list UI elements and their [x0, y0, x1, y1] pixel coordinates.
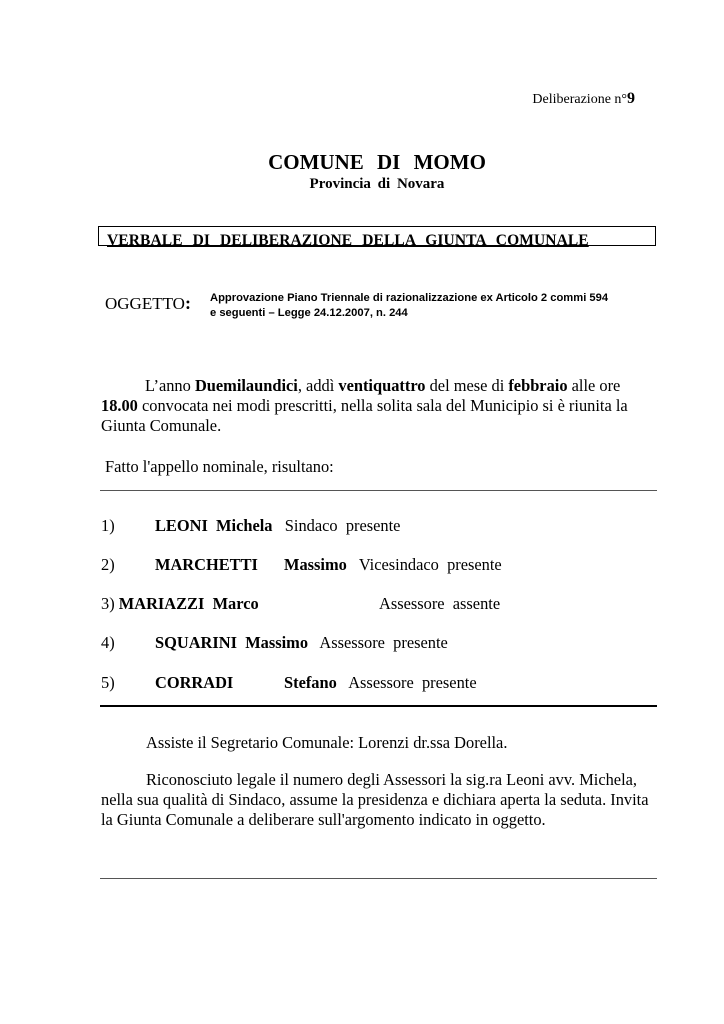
- opening-t1: L’anno: [145, 376, 195, 395]
- member-role: Assessore: [379, 594, 445, 613]
- oggetto-line-2: e seguenti – Legge 24.12.2007, n. 244: [210, 307, 408, 319]
- oggetto-label: [105, 293, 191, 314]
- oggetto-line-1: Approvazione Piano Triennale di razionalizzazione ex Articolo 2 commi 594: [210, 292, 609, 304]
- deliberazione-number: [532, 90, 635, 108]
- member-status: presente: [421, 673, 477, 692]
- oggetto-colon: :: [184, 293, 191, 313]
- member-name: Marco: [212, 594, 259, 613]
- member-row: [101, 516, 115, 536]
- roll-call-intro: Fatto l'appello nominale, risultano:: [105, 457, 334, 476]
- deliberazione-label: Deliberazione n°: [532, 92, 627, 107]
- member-row: [379, 594, 500, 614]
- opening-t4: alle ore: [567, 376, 621, 395]
- opening-month: febbraio: [508, 376, 568, 395]
- page-title: COMUNE DI MOMO: [268, 150, 486, 174]
- opening-day: ventiquattro: [338, 376, 426, 395]
- secretary-line: Assiste il Segretario Comunale: Lorenzi dr.ssa Dorella.: [146, 733, 508, 752]
- member-name: Massimo: [245, 633, 309, 652]
- deliberazione-value: 9: [627, 90, 635, 107]
- member-role: Sindaco: [284, 516, 338, 535]
- member-status: assente: [452, 594, 501, 613]
- opening-t3: del mese di: [425, 376, 509, 395]
- member-surname: CORRADI: [155, 673, 234, 692]
- member-number: 4): [101, 633, 115, 652]
- opening-t5: convocata nei modi prescritti, nella solita sala del Municipio si è riunita la Giunta Comunale.: [101, 396, 628, 435]
- opening-year: Duemilaundici: [194, 376, 298, 395]
- opening-time: 18.00: [101, 396, 138, 415]
- member-row: [155, 633, 448, 653]
- member-surname: MARCHETTI: [155, 555, 258, 574]
- oggetto-label-text: OGGETTO: [105, 294, 185, 313]
- member-role: Assessore: [348, 673, 414, 692]
- member-row: [155, 555, 258, 575]
- member-name: Michela: [216, 516, 273, 535]
- divider-top: [100, 490, 657, 491]
- member-row: [101, 633, 115, 653]
- closing-paragraph: Riconosciuto legale il numero degli Assessori la sig.ra Leoni avv. Michela, nella sua qualità di Sindaco, assume la presidenza e dichiara aperta la seduta. Invita la Giunta Comunale a deliberare sull'argomento indicato in oggetto.: [101, 770, 649, 829]
- divider-bottom: [100, 878, 657, 879]
- member-status: presente: [447, 555, 502, 574]
- member-name: Stefano: [284, 673, 337, 692]
- opening-t2: , addì: [297, 376, 339, 395]
- oggetto-text: [210, 291, 608, 321]
- member-role: Assessore: [319, 633, 385, 652]
- member-status: presente: [393, 633, 448, 652]
- member-surname: LEONI: [155, 516, 208, 535]
- member-surname: SQUARINI: [155, 633, 237, 652]
- member-number: 2): [101, 555, 115, 574]
- member-row: [284, 673, 477, 693]
- page-subtitle: Provincia di Novara: [309, 176, 445, 192]
- member-row: [101, 673, 115, 693]
- divider-middle: [100, 705, 657, 707]
- member-name: Massimo: [284, 555, 347, 574]
- member-number: 3): [101, 594, 115, 613]
- opening-paragraph: [101, 376, 657, 436]
- member-surname: MARIAZZI: [118, 594, 205, 613]
- member-row: [155, 673, 233, 693]
- member-number: 5): [101, 673, 115, 692]
- member-row: [101, 594, 259, 614]
- member-row: [155, 516, 400, 536]
- member-row: [101, 555, 115, 575]
- member-role: Vicesindaco: [358, 555, 439, 574]
- member-row: [284, 555, 502, 575]
- member-status: presente: [345, 516, 401, 535]
- verbale-heading: VERBALE DI DELIBERAZIONE DELLA GIUNTA COMUNALE: [107, 232, 589, 249]
- member-number: 1): [101, 516, 115, 535]
